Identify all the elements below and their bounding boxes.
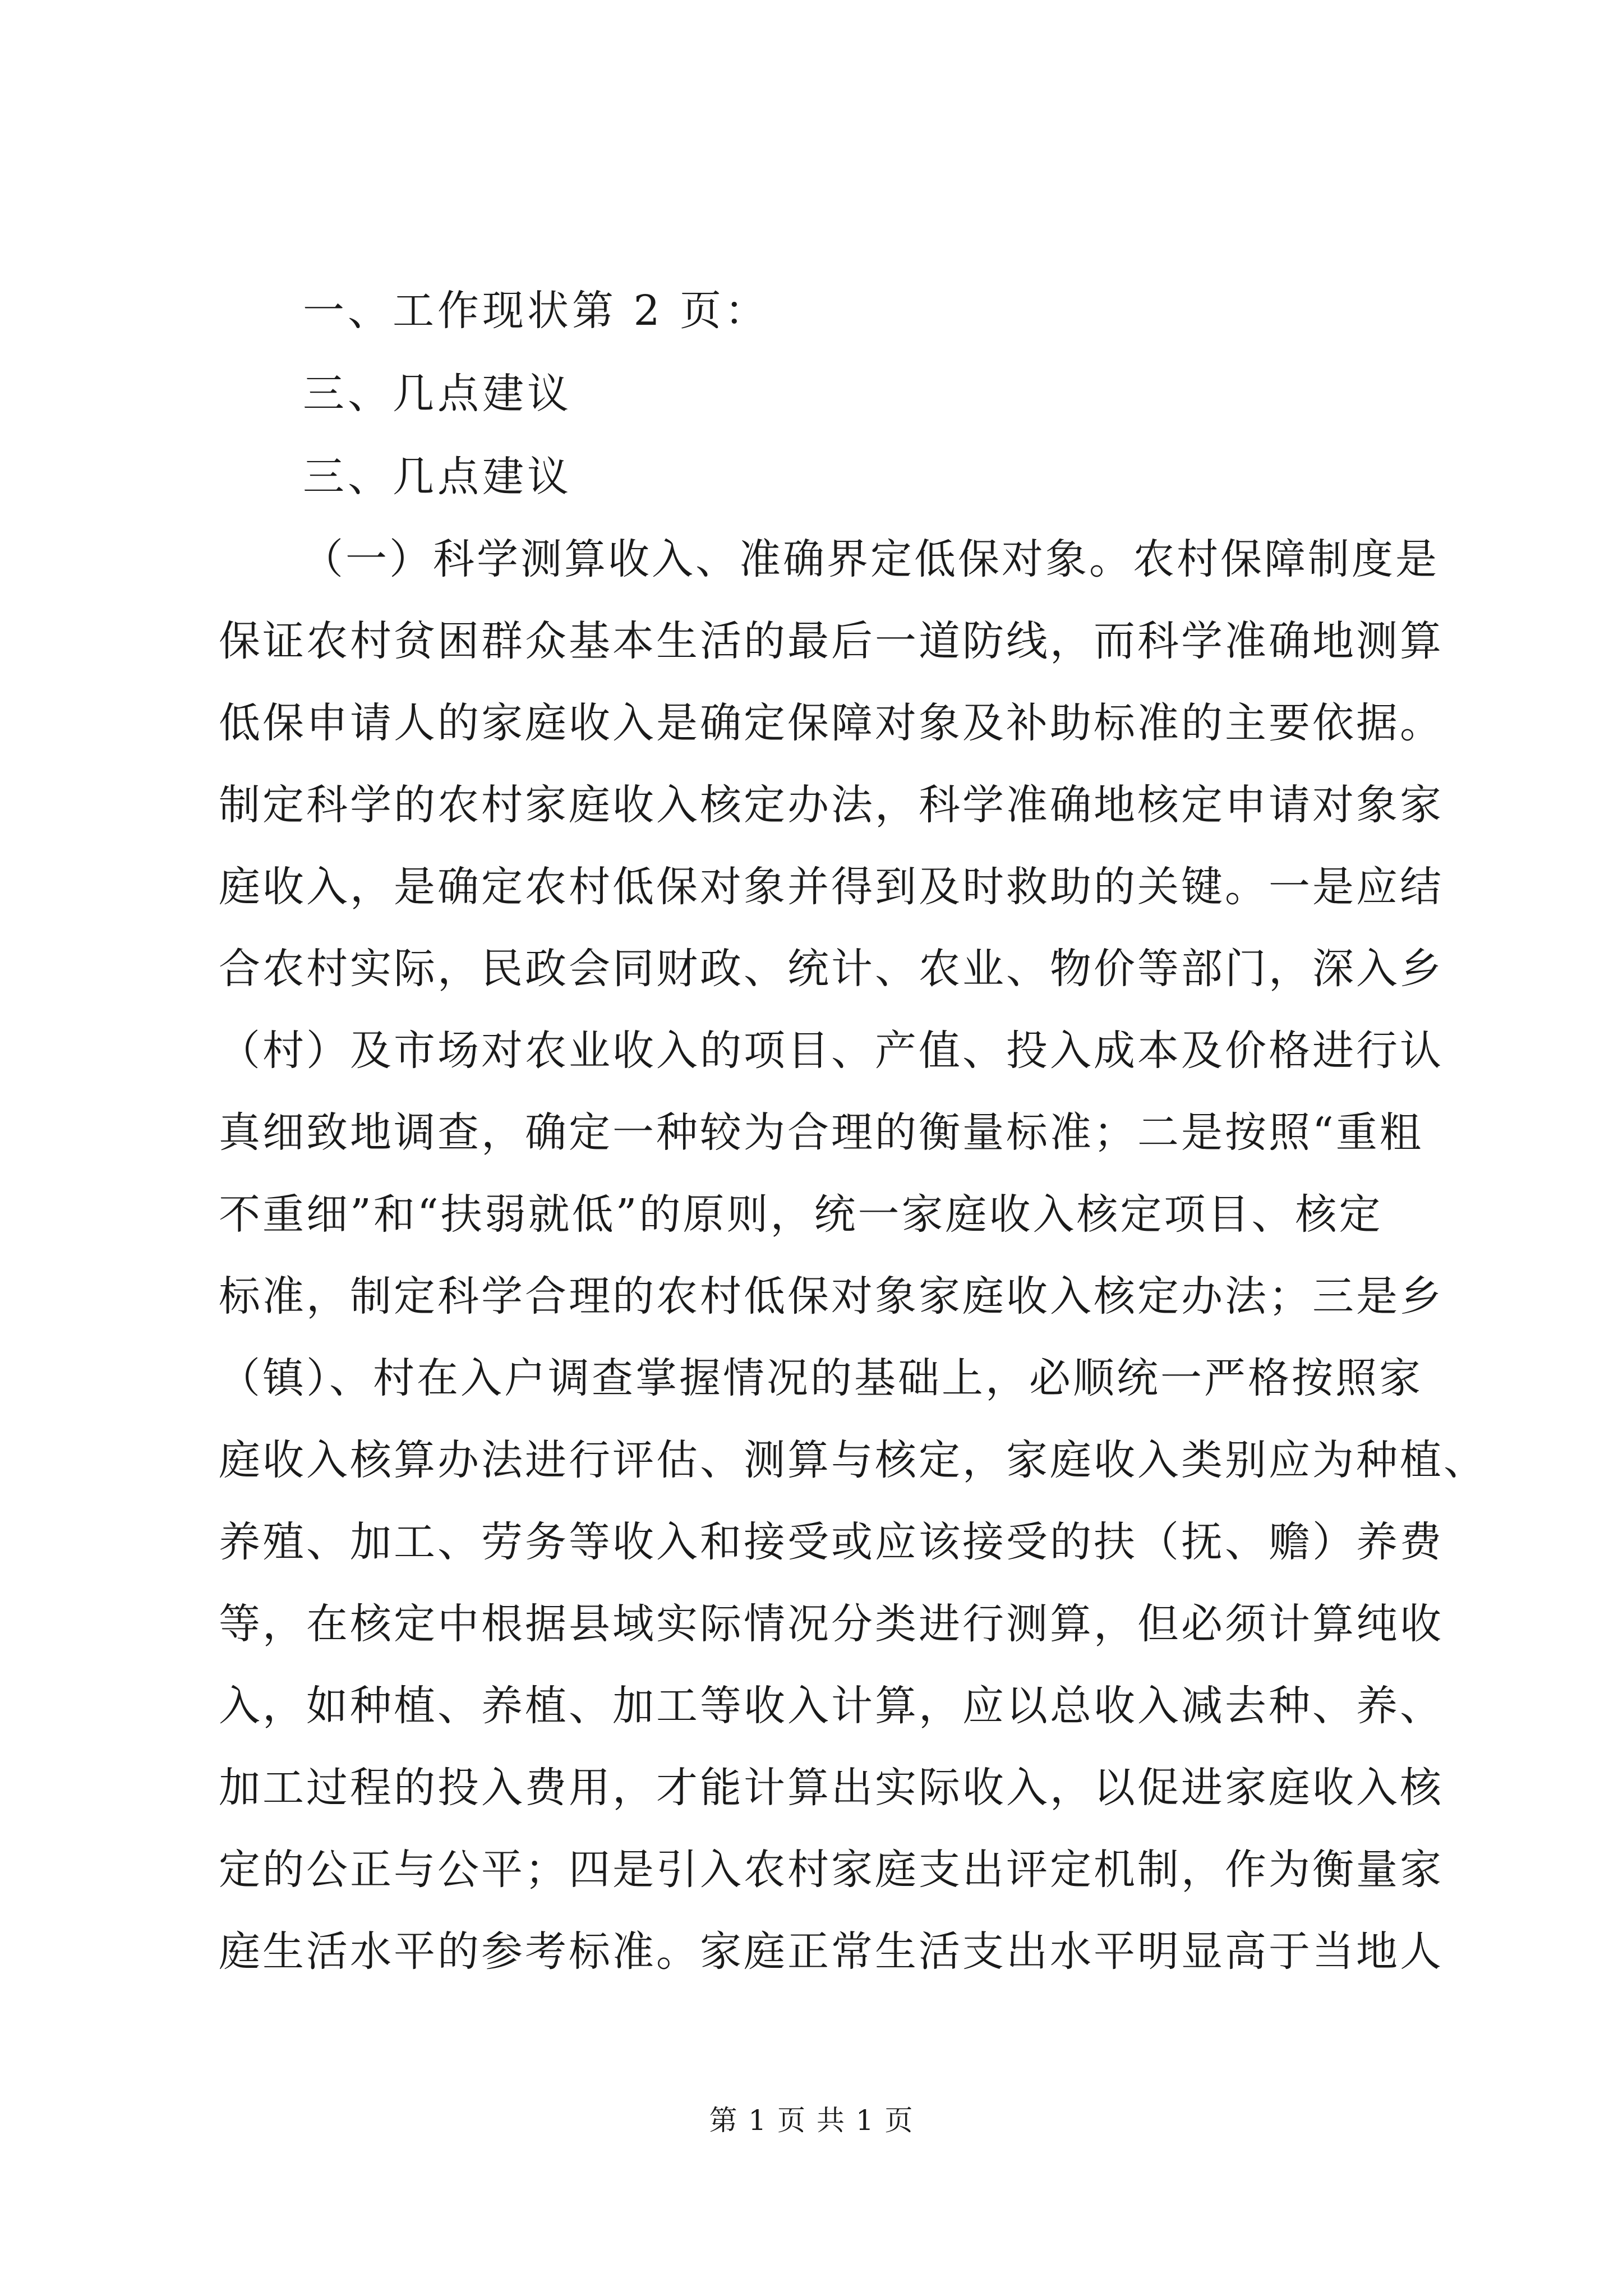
section-heading: 三、几点建议	[303, 453, 572, 501]
paragraph-line: 制定科学的农村家庭收入核定办法，科学准确地核定申请对象家	[219, 781, 1444, 829]
paragraph-line: 低保申请人的家庭收入是确定保障对象及补助标准的主要依据。	[219, 699, 1444, 747]
paragraph-line: 真细致地调查，确定一种较为合理的衡量标准；二是按照“重粗	[219, 1108, 1423, 1157]
paragraph-line: 养殖、加工、劳务等收入和接受或应该接受的扶（抚、赡）养费	[219, 1518, 1444, 1566]
paragraph-line: 庭收入，是确定农村低保对象并得到及时救助的关键。一是应结	[219, 863, 1444, 911]
paragraph-line: 保证农村贫困群众基本生活的最后一道防线，而科学准确地测算	[219, 617, 1444, 665]
section-heading: 三、几点建议	[303, 370, 572, 418]
paragraph-line: 合农村实际，民政会同财政、统计、农业、物价等部门，深入乡	[219, 945, 1444, 993]
paragraph-line: 定的公正与公平；四是引入农村家庭支出评定机制，作为衡量家	[219, 1846, 1444, 1894]
paragraph-line: 加工过程的投入费用，才能计算出实际收入，以促进家庭收入核	[219, 1764, 1444, 1812]
paragraph-line: 标准，制定科学合理的农村低保对象家庭收入核定办法；三是乡	[219, 1272, 1444, 1320]
paragraph-line: 庭生活水平的参考标准。家庭正常生活支出水平明显高于当地人	[219, 1927, 1444, 1976]
paragraph-line: 入，如种植、养植、加工等收入计算，应以总收入减去种、养、	[219, 1682, 1444, 1730]
document-content	[219, 269, 1487, 1993]
paragraph-line: （镇）、村在入户调查掌握情况的基础上，必顺统一严格按照家	[219, 1354, 1423, 1402]
section-heading: 一、工作现状第 2 页：	[303, 287, 770, 335]
paragraph-line: 等，在核定中根据县域实际情况分类进行测算，但必须计算纯收	[219, 1600, 1444, 1648]
page-footer: 第 1 页 共 1 页	[709, 2104, 914, 2137]
paragraph-line: 庭收入核算办法进行评估、测算与核定，家庭收入类别应为种植、	[219, 1436, 1487, 1484]
paragraph-line: （一）科学测算收入、准确界定低保对象。农村保障制度是	[302, 535, 1439, 583]
paragraph-line: （村）及市场对农业收入的项目、产值、投入成本及价格进行认	[219, 1027, 1444, 1075]
paragraph-line: 不重细”和“扶弱就低”的原则，统一家庭收入核定项目、核定	[219, 1190, 1383, 1239]
